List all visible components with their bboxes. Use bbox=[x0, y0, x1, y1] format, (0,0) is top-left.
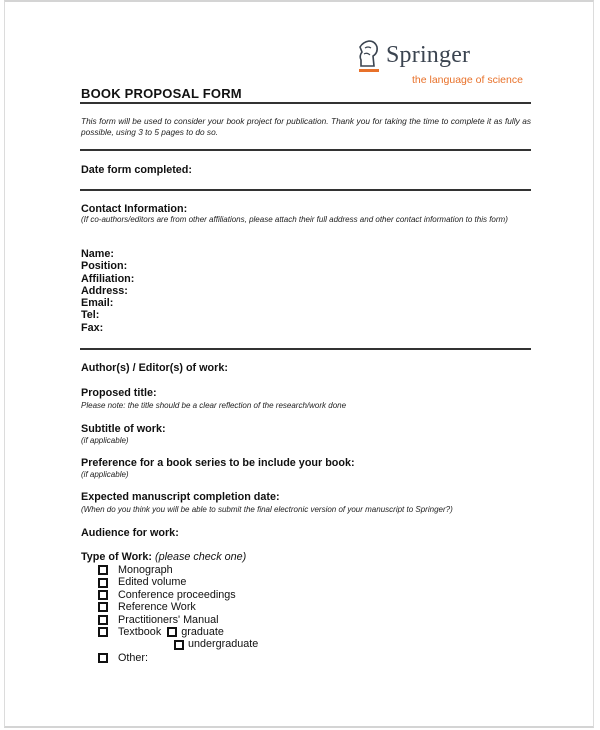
audience-label: Audience for work: bbox=[81, 527, 179, 539]
checkbox-icon[interactable] bbox=[98, 590, 108, 600]
checkbox-icon[interactable] bbox=[98, 627, 108, 637]
option-label: Practitioners' Manual bbox=[118, 613, 219, 626]
field-fax-label: Fax: bbox=[81, 321, 104, 334]
option-reference-work[interactable] bbox=[98, 601, 258, 613]
form-title: BOOK PROPOSAL FORM bbox=[81, 86, 242, 101]
option-label: graduate bbox=[181, 625, 224, 638]
proposed-title-label: Proposed title: bbox=[81, 387, 157, 399]
option-edited-volume[interactable] bbox=[98, 576, 258, 588]
option-label: Other: bbox=[118, 651, 149, 664]
option-label: Reference Work bbox=[118, 601, 196, 614]
option-label: Conference proceedings bbox=[118, 588, 236, 601]
checkbox-icon[interactable] bbox=[98, 615, 108, 625]
option-label: Textbook bbox=[118, 625, 162, 638]
authors-editors-label: Author(s) / Editor(s) of work: bbox=[81, 362, 228, 374]
completion-date-note: (When do you think you will be able to submit the final electronic version of your manuscript to Springer?) bbox=[81, 505, 453, 514]
date-divider bbox=[80, 189, 531, 191]
checkbox-icon[interactable] bbox=[98, 578, 108, 588]
checkbox-icon[interactable] bbox=[174, 640, 184, 650]
checkbox-icon[interactable] bbox=[167, 627, 177, 637]
title-divider bbox=[80, 102, 531, 104]
logo-wordmark: Springer bbox=[386, 42, 471, 68]
option-label: Monograph bbox=[118, 564, 173, 576]
option-conference-proceedings[interactable] bbox=[98, 589, 258, 601]
completion-date-label: Expected manuscript completion date: bbox=[81, 491, 280, 503]
checkbox-icon[interactable] bbox=[98, 602, 108, 612]
option-textbook-graduate[interactable] bbox=[167, 626, 224, 638]
subtitle-note: (if applicable) bbox=[81, 436, 129, 445]
logo-tagline: the language of science bbox=[412, 74, 523, 86]
field-position-label: Position: bbox=[81, 260, 128, 273]
type-of-work-options bbox=[98, 564, 258, 664]
book-series-label: Preference for a book series to be include your book: bbox=[81, 457, 355, 469]
option-practitioners-manual[interactable] bbox=[98, 614, 258, 626]
type-of-work-hint: (please check one) bbox=[154, 551, 247, 563]
contact-fields bbox=[81, 248, 134, 334]
field-email-label: Email: bbox=[81, 297, 114, 310]
option-other[interactable] bbox=[98, 652, 258, 664]
contact-divider bbox=[80, 348, 531, 350]
field-tel-label: Tel: bbox=[81, 309, 100, 322]
springer-knight-icon bbox=[356, 38, 380, 68]
logo-accent-bar bbox=[359, 69, 379, 72]
intro-divider bbox=[80, 149, 531, 151]
intro-text: This form will be used to consider your book project for publication. Thank you for taking the time to complete it as fully as possible, using 3 to 5 pages to do so. bbox=[81, 116, 531, 137]
checkbox-icon[interactable] bbox=[98, 565, 108, 575]
type-of-work-heading bbox=[81, 551, 246, 563]
option-textbook[interactable] bbox=[98, 626, 258, 638]
option-monograph[interactable] bbox=[98, 564, 258, 576]
type-of-work-label: Type of Work: bbox=[81, 551, 152, 563]
proposed-title-note: Please note: the title should be a clear reflection of the research/work done bbox=[81, 401, 347, 410]
book-series-note: (if applicable) bbox=[81, 470, 129, 479]
field-name-label: Name: bbox=[81, 248, 115, 260]
field-affiliation-label: Affiliation: bbox=[81, 272, 135, 285]
option-label: undergraduate bbox=[188, 638, 259, 651]
field-address-label: Address: bbox=[81, 284, 128, 297]
checkbox-icon[interactable] bbox=[98, 653, 108, 663]
subtitle-label: Subtitle of work: bbox=[81, 423, 166, 435]
date-completed-label: Date form completed: bbox=[81, 164, 192, 176]
springer-logo bbox=[356, 38, 536, 88]
contact-heading: Contact Information: bbox=[81, 203, 188, 215]
option-textbook-undergraduate[interactable] bbox=[98, 638, 258, 650]
option-label: Edited volume bbox=[118, 576, 187, 589]
contact-note: (If co-authors/editors are from other affiliations, please attach their full address and other contact information to this form) bbox=[81, 215, 508, 224]
